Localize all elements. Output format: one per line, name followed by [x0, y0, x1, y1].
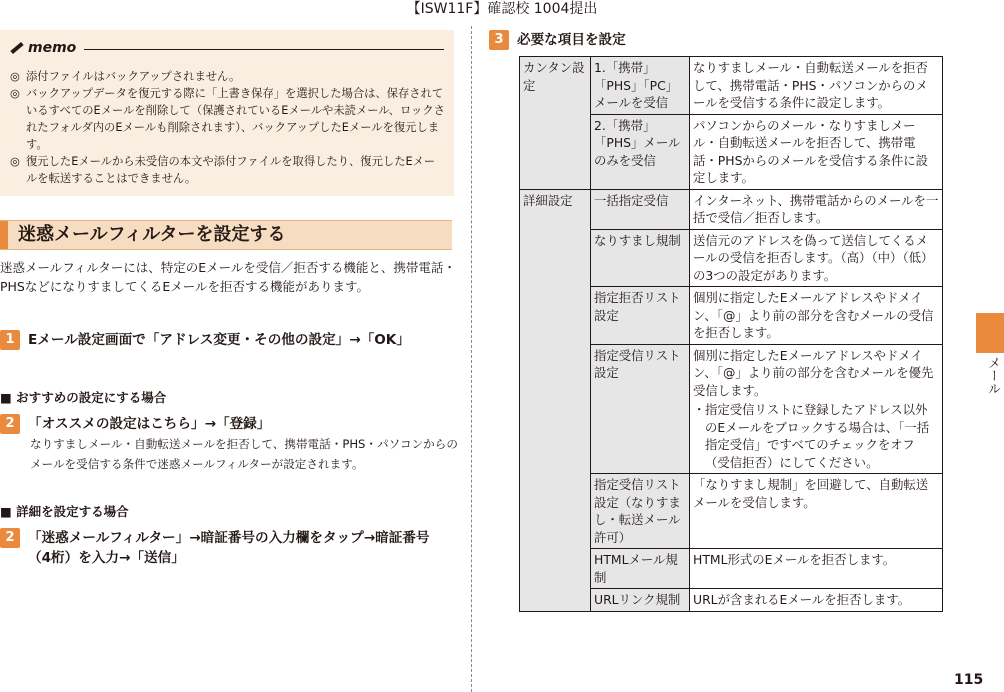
table-row [520, 57, 943, 115]
step-number-badge: 3 [489, 30, 509, 50]
memo-bullet: ◎ [10, 155, 20, 168]
section-title: 迷惑メールフィルターを設定する [18, 224, 286, 245]
table-item: HTMLメール規制 [591, 549, 690, 589]
step-text: 「オススメの設定はこちら」→「登録」 [28, 416, 271, 432]
column-divider [471, 26, 472, 692]
step-2-recommended [0, 414, 460, 434]
step-3 [489, 30, 626, 50]
step-text: Eメール設定画面で「アドレス変更・その他の設定」→「OK」 [28, 332, 410, 348]
note-bullet: ・ [693, 402, 706, 417]
table-item: 指定受信リスト設定 [591, 344, 690, 474]
memo-bullet: ◎ [10, 87, 20, 100]
memo-list [10, 68, 446, 187]
memo-rule [84, 49, 444, 50]
table-desc: 「なりすまし規制」を回避して、自動転送メールを受信します。 [690, 474, 943, 549]
step-text: 必要な項目を設定 [517, 32, 626, 48]
memo-item: ◎ 復元したEメールから未受信の本文や添付ファイルを取得したり、復元したEメールを転送することはできません。 [10, 155, 436, 185]
memo-bullet: ◎ [10, 70, 20, 83]
table-item: 1.「携帯」「PHS」「PC」メールを受信 [591, 57, 690, 115]
heading-accent-bar [0, 221, 8, 249]
table-desc: 個別に指定したEメールアドレスやドメイン、「@」より前の部分を含むメールを優先受信します。 [693, 347, 934, 398]
chapter-tab [976, 313, 1004, 353]
table-item: 2.「携帯」「PHS」メールのみを受信 [591, 114, 690, 189]
memo-box [0, 30, 454, 196]
section-intro: 迷惑メールフィルターには、特定のEメールを受信／拒否する機能と、携帯電話・PHSなどになりすましてくるEメールを拒否する機能があります。 [0, 260, 456, 294]
page-header: 【ISW11F】確認校 1004提出 [406, 1, 598, 17]
step-1 [0, 330, 460, 350]
table-item: なりすまし規制 [591, 229, 690, 287]
table-row [520, 189, 943, 229]
table-category: カンタン設定 [520, 57, 591, 190]
section-heading [0, 220, 452, 250]
subheading-recommended: ■ おすすめの設定にする場合 [0, 390, 167, 405]
page-number: 115 [954, 672, 984, 688]
pencil-icon [10, 42, 23, 54]
step-number-badge: 2 [0, 528, 20, 548]
table-desc: インターネット、携帯電話からのメールを一括で受信／拒否します。 [690, 189, 943, 229]
table-desc: なりすましメール・自動転送メールを拒否して、携帯電話・PHS・パソコンからのメールを受信する条件に設定します。 [690, 57, 943, 115]
table-note: ・ 指定受信リストに登録したアドレス以外のEメールをブロックする場合は、「一括指定受信」ですべてのチェックをオフ（受信拒否）にしてください。 [693, 402, 930, 470]
subheading-detailed: ■ 詳細を設定する場合 [0, 504, 129, 519]
step-2-detailed [0, 528, 460, 568]
step-number-badge: 2 [0, 414, 20, 434]
step-number-badge: 1 [0, 330, 20, 350]
table-desc: HTML形式のEメールを拒否します。 [690, 549, 943, 589]
memo-title [10, 40, 76, 56]
table-item: 指定拒否リスト設定 [591, 287, 690, 345]
table-item: URLリンク規制 [591, 589, 690, 612]
step-description: なりすましメール・自動転送メールを拒否して、携帯電話・PHS・パソコンからのメールを受信する条件で迷惑メールフィルターが設定されます。 [30, 437, 458, 471]
table-item: 一括指定受信 [591, 189, 690, 229]
memo-item: ◎ 添付ファイルはバックアップされません。 [10, 70, 241, 83]
table-item: 指定受信リスト設定（なりすまし・転送メール許可） [591, 474, 690, 549]
table-desc: 送信元のアドレスを偽って送信してくるメールの受信を拒否します。（高）（中）（低）の3つの設定があります。 [690, 229, 943, 287]
table-desc-cell [690, 344, 943, 474]
memo-label: memo [28, 40, 77, 56]
chapter-tab-label: メール [985, 356, 1000, 395]
table-desc: URLが含まれるEメールを拒否します。 [690, 589, 943, 612]
settings-table [519, 56, 943, 612]
memo-item: ◎ バックアップデータを復元する際に「上書き保存」を選択した場合は、保存されているすべてのEメールを削除して（保護されているEメールや未読メール、ロックされたフォルダ内のEメールも削除されます）、バックアップしたEメールを復元します。 [10, 87, 445, 151]
table-desc: パソコンからのメール・なりすましメール・自動転送メールを拒否して、携帯電話・PHSからのメールを受信する条件に設定します。 [690, 114, 943, 189]
table-desc: 個別に指定したEメールアドレスやドメイン、「@」より前の部分を含むメールの受信を拒否します。 [690, 287, 943, 345]
step-text: 「迷惑メールフィルター」→暗証番号の入力欄をタップ→暗証番号（4桁）を入力→「送信」 [28, 530, 430, 566]
table-category: 詳細設定 [520, 189, 591, 611]
